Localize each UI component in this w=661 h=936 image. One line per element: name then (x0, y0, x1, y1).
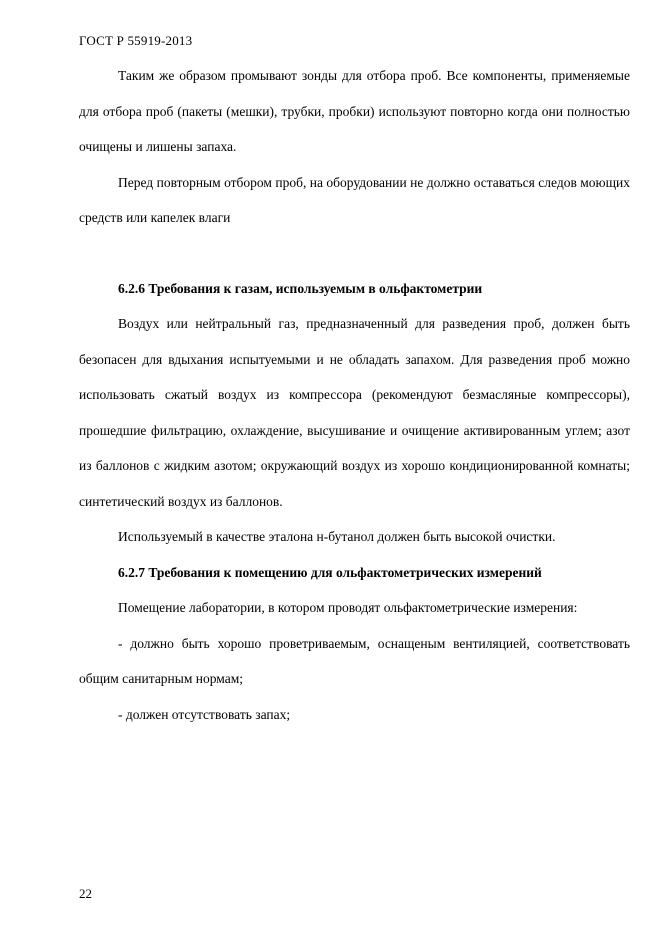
paragraph-reuse-condition: Перед повторным отбором проб, на оборудовании не должно оставаться следов моющих средств или капелек влаги (79, 174, 630, 225)
paragraph-laboratory-room: Помещение лаборатории, в котором проводят ольфактометрические измерения: (118, 600, 578, 615)
paragraph-dilution-gas: Воздух или нейтральный газ, предназначенный для разведения проб, должен быть безопасен для вдыхания испытуемыми и не обладать запахом. Для разведения проб можно использовать сжатый воздух из компрессора (рекомендуют безмасляные компрессоры), прошедшие фильтрацию, охлаждение, высушивание и очищение активированным углем; азот из баллонов с жидким азотом; окружающий воздух из хорошо кондиционированной комнаты; синтетический воздух из баллонов. (79, 316, 630, 509)
paragraph-butanol-reference: Используемый в качестве эталона н-бутанол должен быть высокой очистки. (118, 529, 556, 544)
section-heading-6-2-6: 6.2.6 Требования к газам, используемым в ольфактометрии (118, 280, 483, 296)
list-item-ventilation: - должно быть хорошо проветриваемым, оснащеным вентиляцией, соответствовать общим санитарным нормам; (79, 635, 630, 686)
section-gap (79, 236, 630, 271)
document-body (79, 58, 630, 732)
section-heading-6-2-7: 6.2.7 Требования к помещению для ольфактометрических измерений (118, 564, 542, 580)
standard-header: ГОСТ Р 55919-2013 (79, 33, 193, 48)
list-item-no-odor: - должен отсутствовать запах; (118, 706, 291, 722)
page-number: 22 (79, 886, 92, 901)
paragraph-probe-washing: Таким же образом промывают зонды для отбора проб. Все компоненты, применяемые для отбора проб (пакеты (мешки), трубки, пробки) используют повторно когда они полностью очищены и лишены запаха. (79, 68, 630, 154)
